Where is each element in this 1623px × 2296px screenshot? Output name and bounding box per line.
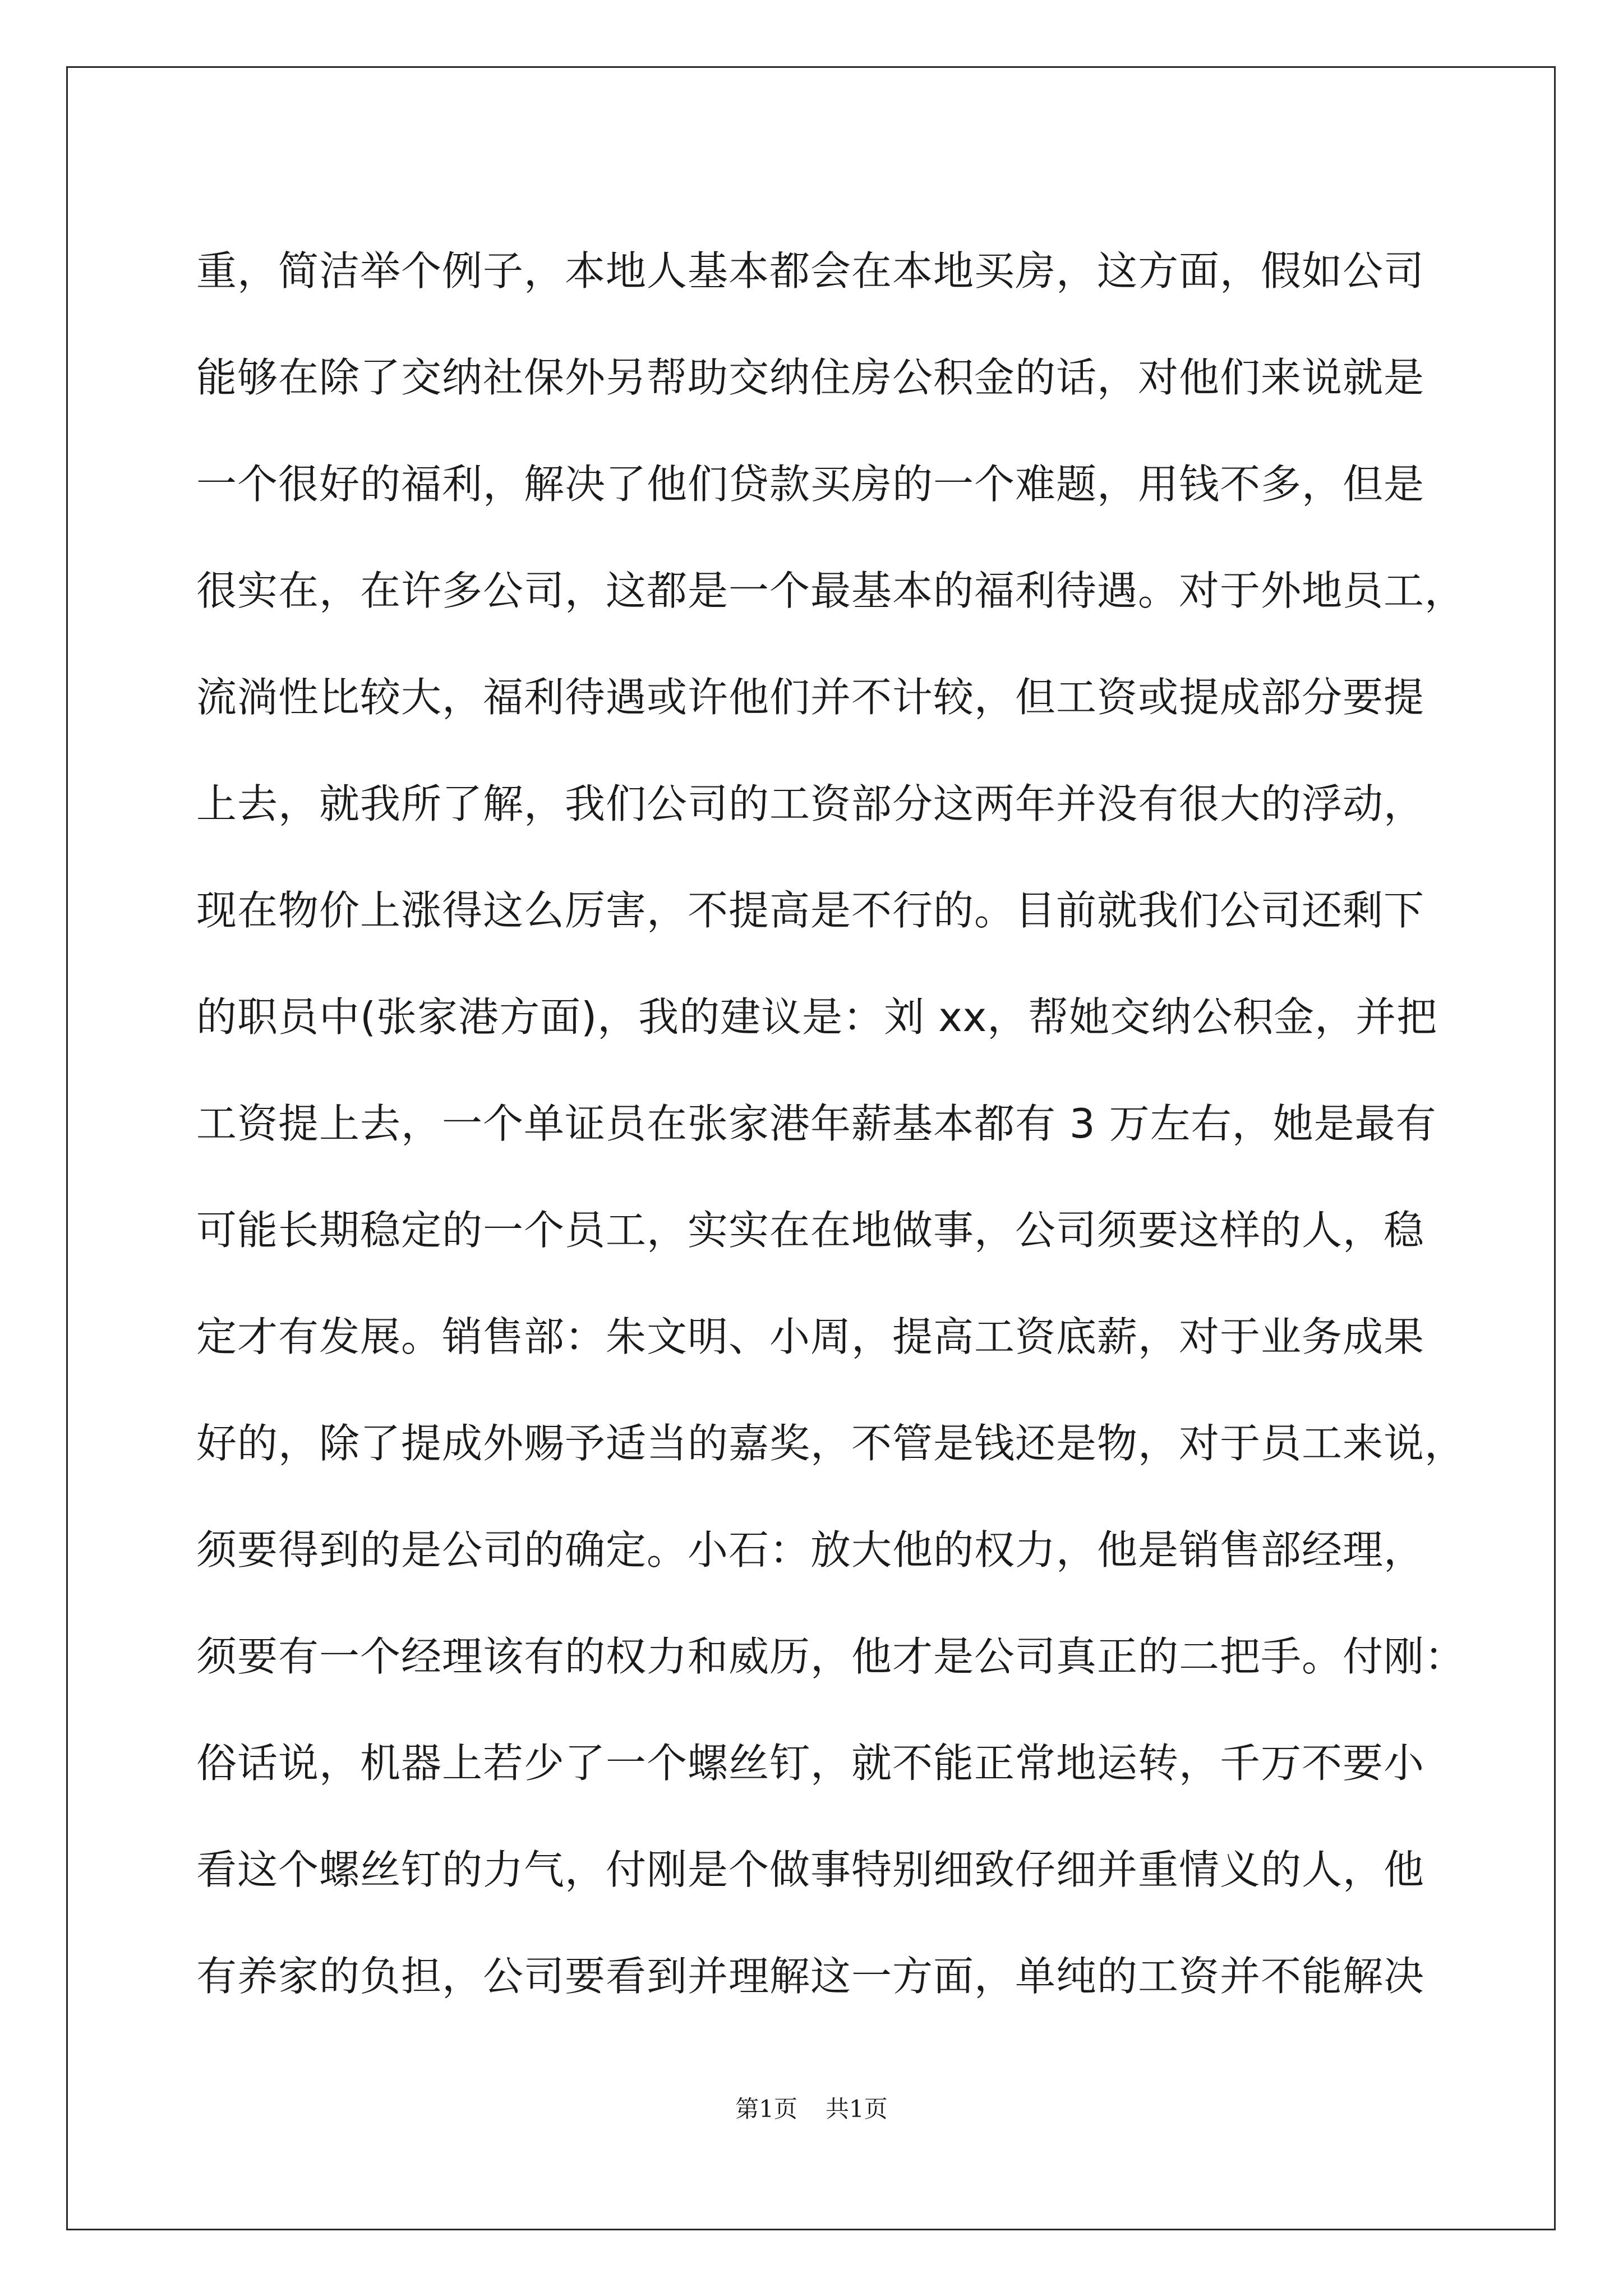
text-line: 好的，除了提成外赐予适当的嘉奖，不管是钱还是物，对于员工来说，	[196, 1420, 1466, 1467]
text-line: 能够在除了交纳社保外另帮助交纳住房公积金的话，对他们来说就是	[196, 354, 1425, 401]
text-line: 看这个螺丝钉的力气，付刚是个做事特别细致仔细并重情义的人，他	[196, 1846, 1425, 1893]
page-footer	[0, 2091, 1623, 2124]
text-line: 俗话说，机器上若少了一个螺丝钉，就不能正常地运转，千万不要小	[196, 1740, 1425, 1787]
text-line: 可能长期稳定的一个员工，实实在在地做事，公司须要这样的人，稳	[196, 1207, 1425, 1254]
text-line: 定才有发展。销售部：朱文明、小周，提高工资底薪，对于业务成果	[196, 1313, 1425, 1360]
page-number: 第1页	[735, 2095, 797, 2123]
text-line: 有养家的负担，公司要看到并理解这一方面，单纯的工资并不能解决	[196, 1953, 1425, 2000]
text-line: 很实在，在许多公司，这都是一个最基本的福利待遇。对于外地员工，	[196, 567, 1466, 614]
text-line: 工资提上去，一个单证员在张家港年薪基本都有 3 万左右，她是最有	[196, 1100, 1437, 1147]
text-line: 流淌性比较大，福利待遇或许他们并不计较，但工资或提成部分要提	[196, 674, 1425, 721]
page-total: 共1页	[826, 2095, 888, 2123]
text-line: 一个很好的福利，解决了他们贷款买房的一个难题，用钱不多，但是	[196, 461, 1425, 508]
text-line: 现在物价上涨得这么厉害，不提高是不行的。目前就我们公司还剩下	[196, 887, 1425, 934]
text-line: 的职员中(张家港方面)，我的建议是：刘 xx，帮她交纳公积金，并把	[196, 993, 1438, 1041]
document-body	[196, 218, 1466, 2030]
text-line: 重，简洁举个例子，本地人基本都会在本地买房，这方面，假如公司	[196, 247, 1425, 295]
text-line: 须要有一个经理该有的权力和威历，他才是公司真正的二把手。付刚：	[196, 1633, 1466, 1680]
text-line: 须要得到的是公司的确定。小石：放大他的权力，他是销售部经理，	[196, 1526, 1425, 1573]
text-line: 上去，就我所了解，我们公司的工资部分这两年并没有很大的浮动，	[196, 780, 1425, 827]
